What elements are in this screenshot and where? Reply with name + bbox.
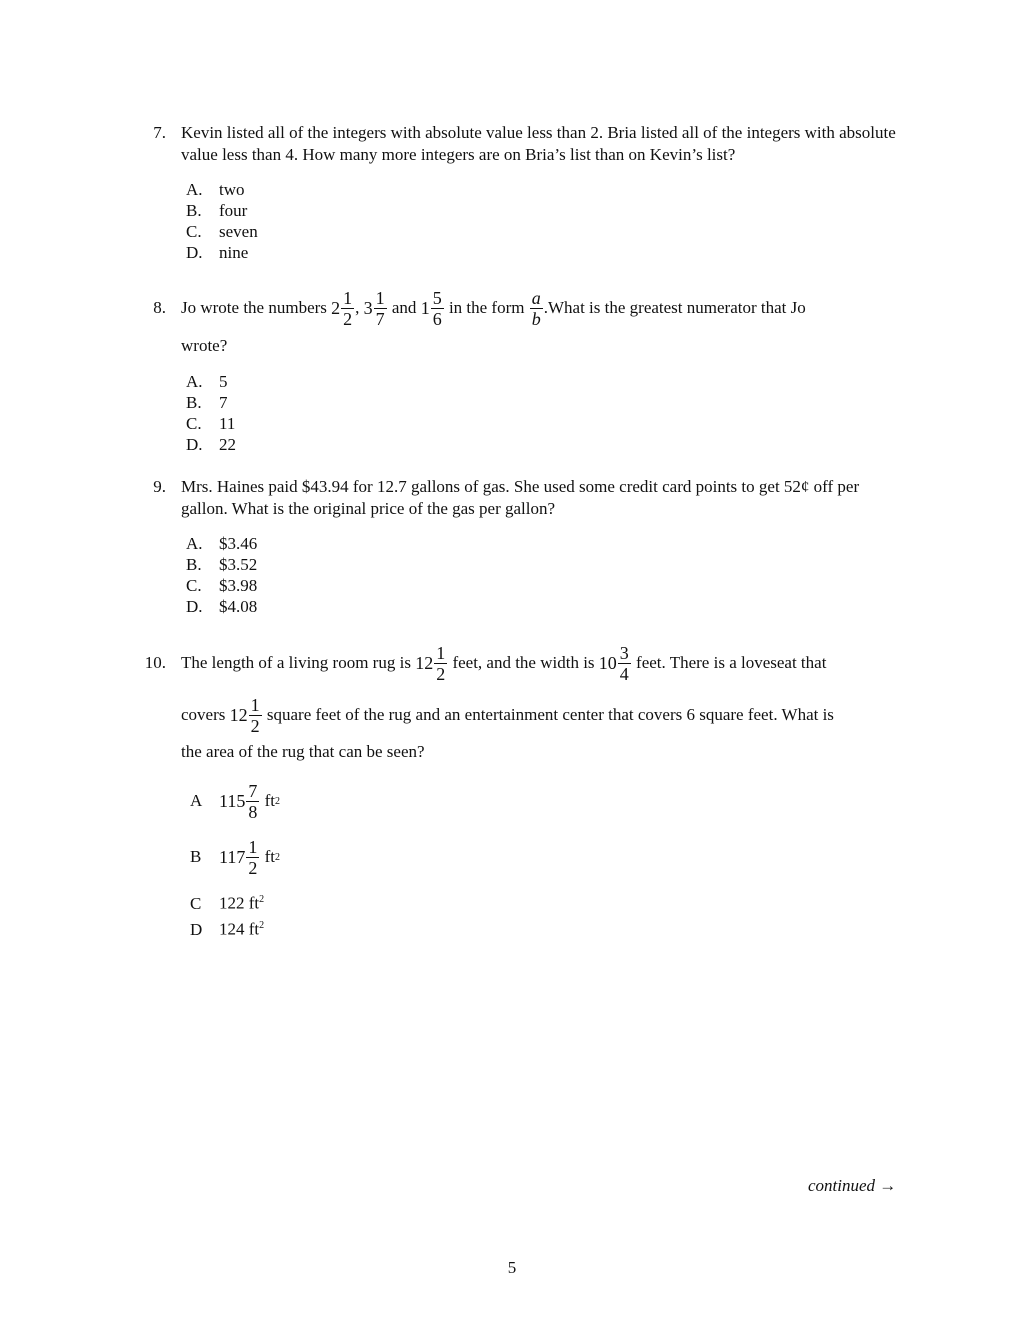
numerator: 3 [619,642,629,663]
question-number: 8. [153,298,166,317]
question-text: The length of a living room rug is [181,653,411,672]
option-text: four [219,201,248,220]
options-8 [186,371,236,455]
options-9 [186,533,257,617]
option-text: two [219,180,245,199]
denominator: 2 [436,663,446,684]
option-d [190,915,264,941]
page-number: 5 [507,1258,517,1277]
option-b [186,392,236,413]
option-text: 122 ft [219,893,260,913]
question-text: in the form [448,298,525,317]
separator: , [355,298,360,317]
fraction [246,837,259,878]
option-c [186,413,236,434]
option-letter: B. [186,393,202,412]
option-text: 7 [219,393,228,412]
numerator: 7 [248,780,258,801]
option-letter: D. [186,435,203,454]
question-text: square feet of the rug and an entertainment center that covers 6 square feet. What is [266,705,834,724]
mixed-whole: 12 [229,705,248,725]
fraction [374,288,387,329]
unit-exponent: 2 [259,920,265,931]
options-7 [186,179,258,263]
denominator: 2 [248,857,258,878]
mixed-whole: 115 [219,790,246,811]
option-c [186,221,258,242]
denominator: b [531,308,541,329]
option-text: $3.46 [219,534,258,553]
option-c [190,889,264,915]
option-text: $4.08 [219,597,258,616]
option-text: nine [219,243,249,262]
option-b [190,834,280,880]
question-text-line-3: the area of the rug that can be seen? [181,742,425,761]
numerator: 1 [343,287,353,308]
unit: ft [264,791,275,810]
option-text: $3.52 [219,555,258,574]
option-text: seven [219,222,258,241]
option-letter: A. [186,534,203,553]
option-text: $3.98 [219,576,258,595]
option-letter: B. [186,201,202,220]
fraction [246,781,259,822]
option-letter: B. [186,555,202,574]
option-d [186,434,236,455]
fraction [434,643,447,684]
question-text: feet. There is a loveseat that [636,653,827,672]
continued-label: continued → [808,1176,897,1195]
denominator: 7 [375,308,385,329]
option-b [186,554,257,575]
mixed-whole: 1 [420,298,430,318]
unit-exponent: 2 [274,795,280,807]
numerator: 1 [250,694,260,715]
option-text: 22 [219,435,236,454]
question-text: Mrs. Haines paid $43.94 for 12.7 gallons of gas. She used some credit card points to get 52¢ off per gallon. What is the original price of the gas per gallon? [181,477,860,518]
question-text: .What is the greatest numerator that Jo [543,298,806,317]
option-letter: B [190,847,202,866]
option-letter: A. [186,372,203,391]
option-b [186,200,258,221]
numerator: 1 [248,836,258,857]
option-a [186,533,257,554]
mixed-whole: 117 [219,846,246,867]
option-a [186,371,236,392]
denominator: 2 [343,308,353,329]
option-d [186,596,257,617]
fraction [341,288,354,329]
mixed-whole: 10 [598,653,617,673]
option-c [186,575,257,596]
numerator: 1 [436,642,446,663]
denominator: 8 [248,801,258,822]
option-a [190,778,280,824]
option-letter: C. [186,414,202,433]
option-letter: C. [186,222,202,241]
question-text: covers [181,705,226,724]
option-letter: C [190,893,202,913]
question-text: Jo wrote the numbers [181,298,327,317]
question-text-line-1 [181,285,806,331]
mixed-whole: 2 [331,298,341,318]
question-text-wrap: wrote? [181,336,228,355]
denominator: 2 [250,715,260,736]
option-a [186,179,258,200]
mixed-whole: 3 [363,298,373,318]
fraction [530,288,543,329]
option-letter: D. [186,597,203,616]
option-d [186,242,258,263]
denominator: 4 [619,663,629,684]
option-letter: C. [186,576,202,595]
separator: and [391,298,417,317]
mixed-whole: 12 [415,653,434,673]
question-text-line-1 [181,640,826,686]
unit-exponent: 2 [259,894,265,905]
question-number: 9. [153,477,166,496]
option-text: 124 ft [219,919,260,939]
numerator: 1 [375,287,385,308]
unit-exponent: 2 [274,851,280,863]
numerator: 5 [432,287,442,308]
option-text: 11 [219,414,236,433]
question-number: 7. [153,123,166,142]
numerator: a [531,287,541,308]
fraction [618,643,631,684]
option-letter: A [190,791,203,810]
option-letter: D [190,919,203,939]
fraction [249,695,262,736]
question-number: 10. [144,653,166,672]
option-letter: D. [186,243,203,262]
denominator: 6 [432,308,442,329]
option-text: 5 [219,372,228,391]
question-text: Kevin listed all of the integers with absolute value less than 2. Bria listed all of the integers with absolute value less than 4. How many more integers are on Bria’s list than on Kevin’s list? [181,123,896,164]
unit: ft [264,847,275,866]
fraction [431,288,444,329]
option-letter: A. [186,180,203,199]
question-text-line-2 [181,692,834,738]
question-text: feet, and the width is [452,653,595,672]
